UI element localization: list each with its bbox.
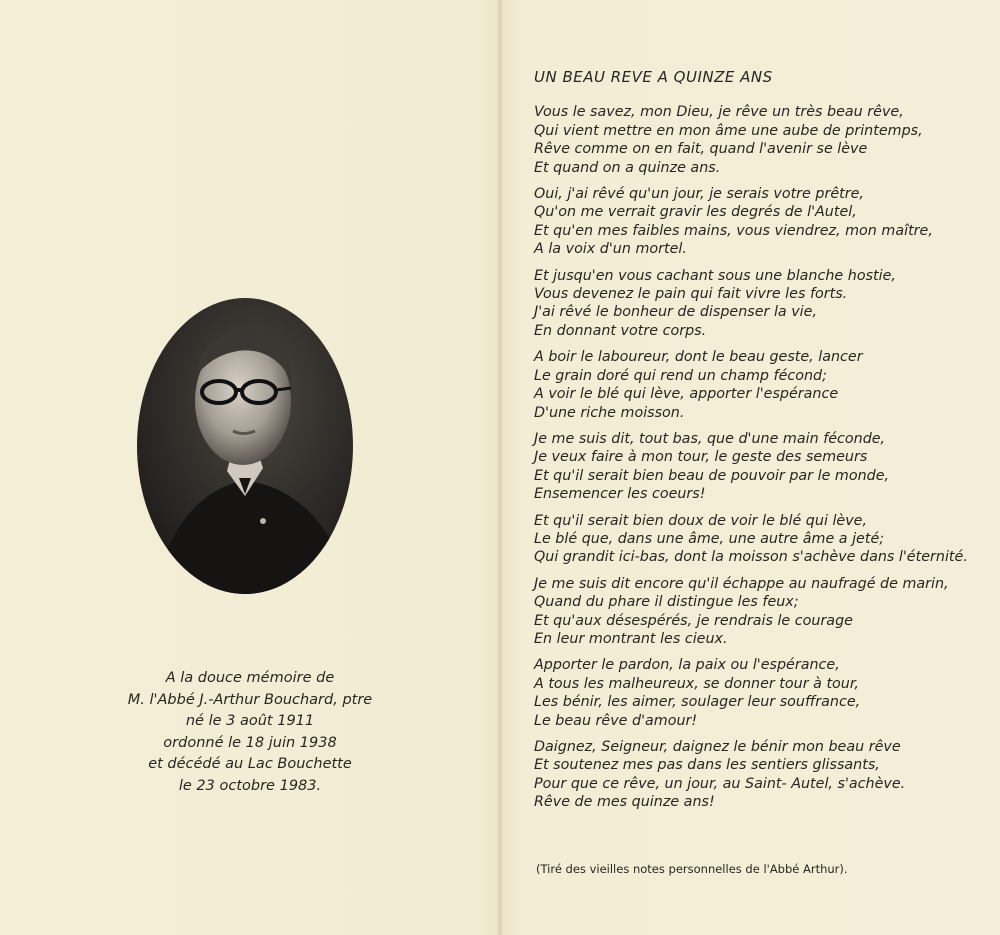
poem-line: Je veux faire à mon tour, le geste des semeurs (534, 449, 868, 466)
poem-stanza (534, 267, 994, 341)
poem-line: Ensemencer les coeurs! (534, 486, 706, 503)
poem-line: Pour que ce rêve, un jour, au Saint- Autel, s'achève. (534, 775, 906, 792)
poem (534, 68, 994, 820)
poem-line: Daignez, Seigneur, daignez le bénir mon beau rêve (534, 739, 901, 755)
poem-line: Je me suis dit, tout bas, que d'une main féconde, (534, 430, 886, 447)
memorial-line: ordonné le 18 juin 1938 (163, 734, 337, 751)
poem-line: Et soutenez mes pas dans les sentiers glissants, (534, 757, 880, 774)
priest-portrait (135, 296, 355, 596)
poem-line: Vous le savez, mon Dieu, je rêve un très beau rêve, (534, 104, 904, 121)
poem-line: En donnant votre corps. (534, 322, 707, 339)
poem-line: Quand du phare il distingue les feux; (534, 594, 799, 611)
memorial-line: A la douce mémoire de (165, 670, 335, 686)
card-fold (497, 0, 503, 935)
poem-source-note: (Tiré des vieilles notes personnelles de l'Abbé Arthur). (536, 862, 848, 876)
poem-stanza (534, 738, 994, 812)
memorial-line: né le 3 août 1911 (185, 713, 315, 730)
poem-line: En leur montrant les cieux. (534, 630, 728, 647)
poem-line: A voir le blé qui lève, apporter l'espérance (534, 386, 839, 403)
memorial-line: M. l'Abbé J.-Arthur Bouchard, ptre (127, 691, 373, 708)
memorial-line: le 23 octobre 1983. (178, 777, 322, 794)
poem-stanza (534, 656, 994, 730)
poem-line: Et quand on a quinze ans. (534, 159, 721, 176)
poem-stanza (534, 348, 994, 422)
poem-line: Qui grandit ici-bas, dont la moisson s'achève dans l'éternité. (534, 549, 968, 566)
poem-line: Oui, j'ai rêvé qu'un jour, je serais votre prêtre, (534, 186, 864, 203)
poem-line: Le grain doré qui rend un champ fécond; (534, 367, 827, 384)
poem-line: A boir le laboureur, dont le beau geste, lancer (534, 349, 863, 366)
poem-line: Qu'on me verrait gravir les degrés de l'Autel, (534, 204, 857, 221)
poem-stanza (534, 185, 994, 259)
poem-line: Le beau rêve d'amour! (534, 712, 698, 729)
memorial-line: et décédé au Lac Bouchette (148, 756, 352, 773)
poem-line: Rêve comme on en fait, quand l'avenir se lève (534, 141, 868, 158)
poem-stanza (534, 103, 994, 177)
poem-line: Les bénir, les aimer, soulager leur souffrance, (534, 694, 861, 711)
memorial-text (60, 668, 440, 798)
poem-line: Et jusqu'en vous cachant sous une blanche hostie, (534, 267, 896, 284)
poem-stanza (534, 512, 994, 567)
poem-line: A tous les malheureux, se donner tour à tour, (534, 675, 859, 692)
poem-line: A la voix d'un mortel. (534, 241, 687, 258)
poem-line: Et qu'en mes faibles mains, vous viendrez, mon maître, (534, 222, 933, 239)
poem-title: UN BEAU REVE A QUINZE ANS (534, 68, 773, 86)
poem-line: Et qu'il serait bien beau de pouvoir par le monde, (534, 467, 890, 484)
poem-line: Qui vient mettre en mon âme une aube de printemps, (534, 122, 923, 139)
poem-stanza (534, 430, 994, 504)
poem-line: Je me suis dit encore qu'il échappe au naufragé de marin, (534, 575, 949, 592)
poem-line: D'une riche moisson. (534, 404, 685, 421)
poem-line: Le blé que, dans une âme, une autre âme a jeté; (534, 530, 885, 547)
poem-line: Et qu'aux désespérés, je rendrais le courage (534, 612, 853, 629)
poem-line: Apporter le pardon, la paix ou l'espérance, (534, 657, 840, 674)
poem-line: J'ai rêvé le bonheur de dispenser la vie, (534, 304, 817, 321)
poem-stanza (534, 575, 994, 649)
poem-line: Et qu'il serait bien doux de voir le blé qui lève, (534, 512, 868, 529)
poem-line: Vous devenez le pain qui fait vivre les forts. (534, 286, 848, 303)
poem-line: Rêve de mes quinze ans! (534, 794, 715, 811)
